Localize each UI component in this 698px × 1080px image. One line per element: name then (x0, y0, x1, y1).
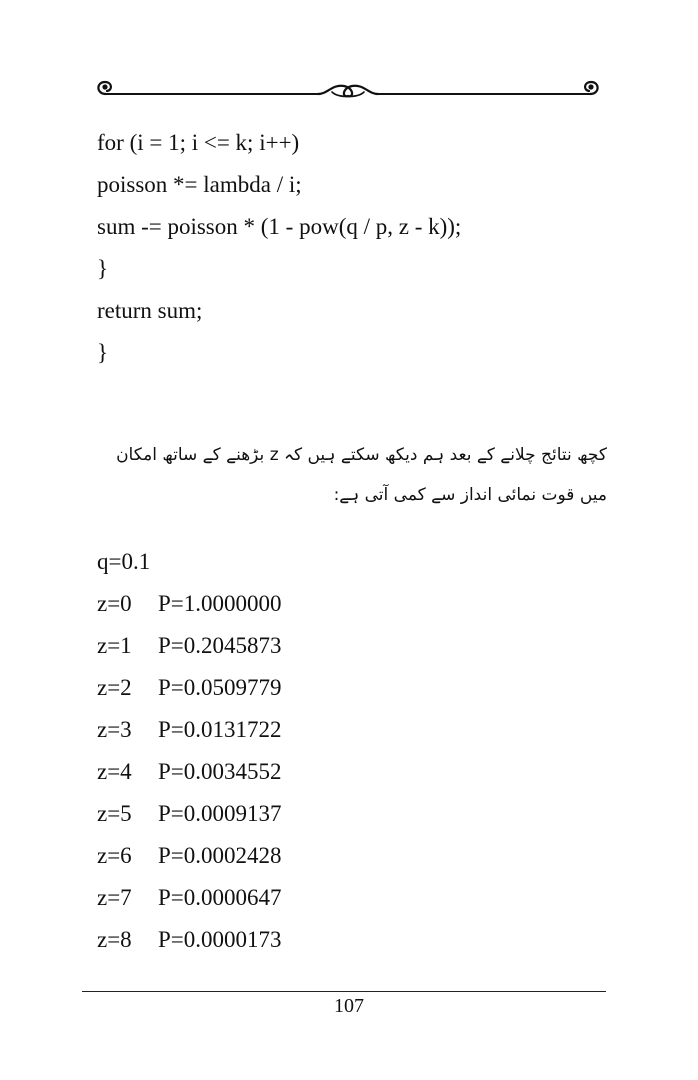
urdu-paragraph: کچھ نتائج چلانے کے بعد ہم دیکھ سکتے ہیں کہ z بڑھنے کے ساتھ امکان میں قوت نمائی انداز سے کمی آتی ہے: (116, 445, 607, 505)
code-line: } (97, 256, 109, 281)
p-value: P=0.0000173 (158, 927, 282, 952)
result-row (97, 919, 282, 961)
z-value: z=0 (97, 591, 132, 616)
p-value: P=0.2045873 (158, 633, 282, 658)
z-value: z=8 (97, 927, 132, 952)
p-value: P=0.0009137 (158, 801, 282, 826)
z-value: z=6 (97, 843, 132, 868)
footer-rule (82, 991, 606, 992)
result-row (97, 667, 282, 709)
result-row (97, 835, 282, 877)
result-row (97, 583, 282, 625)
results-block (97, 541, 282, 961)
code-line: poisson *= lambda / i; (97, 172, 302, 197)
result-row (97, 793, 282, 835)
z-value: z=4 (97, 759, 132, 784)
z-value: z=3 (97, 717, 132, 742)
z-value: z=5 (97, 801, 132, 826)
result-row (97, 625, 282, 667)
result-row (97, 877, 282, 919)
p-value: P=0.0131722 (158, 717, 282, 742)
header-ornament (92, 74, 604, 106)
p-value: P=0.0509779 (158, 675, 282, 700)
p-value: P=0.0000647 (158, 885, 282, 910)
p-value: P=0.0002428 (158, 843, 282, 868)
code-line: sum -= poisson * (1 - pow(q / p, z - k)); (97, 214, 462, 239)
p-value: P=1.0000000 (158, 591, 282, 616)
code-line: return sum; (97, 298, 203, 323)
result-row (97, 751, 282, 793)
page-number: 107 (334, 995, 364, 1017)
code-line: for (i = 1; i <= k; i++) (97, 130, 300, 155)
z-value: z=7 (97, 885, 132, 910)
p-value: P=0.0034552 (158, 759, 282, 784)
result-row (97, 709, 282, 751)
code-line: } (97, 340, 109, 365)
z-value: z=2 (97, 675, 132, 700)
results-list (97, 583, 282, 961)
code-block (97, 122, 461, 374)
q-value: q=0.1 (97, 549, 151, 574)
z-value: z=1 (97, 633, 132, 658)
